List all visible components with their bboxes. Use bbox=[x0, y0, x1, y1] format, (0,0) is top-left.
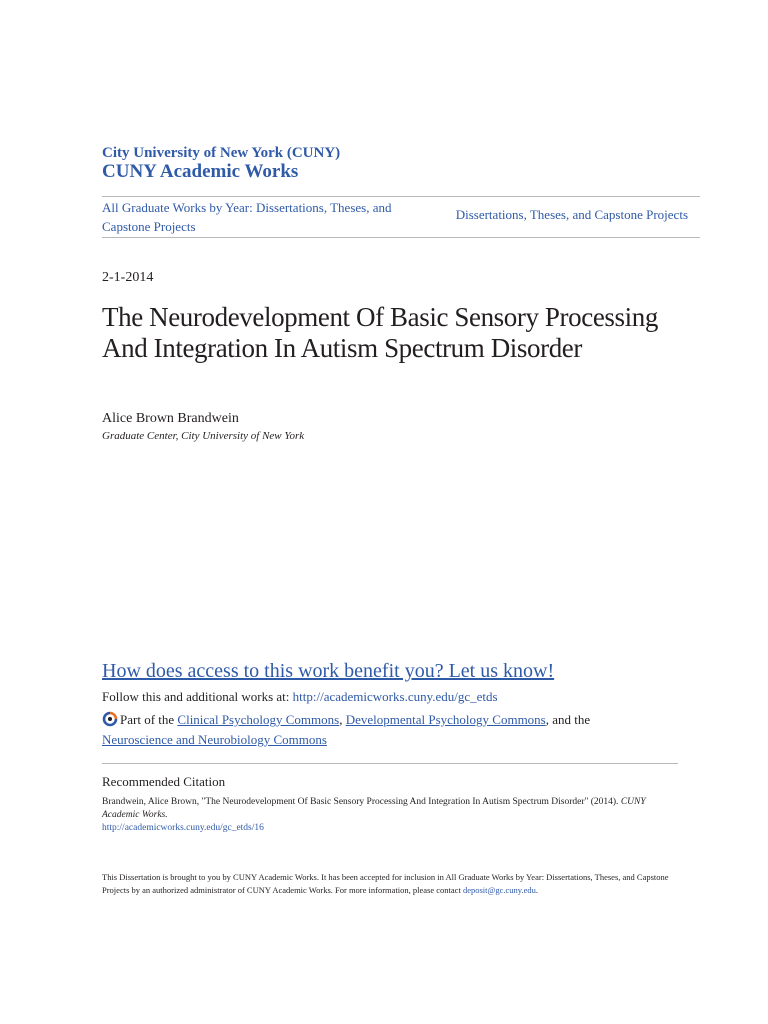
institution-link[interactable]: City University of New York (CUNY) bbox=[102, 145, 341, 161]
follow-line bbox=[102, 689, 498, 705]
document-title: The Neurodevelopment Of Basic Sensory Processing And Integration In Autism Spectrum Disorder bbox=[102, 302, 658, 363]
part-of-prefix: Part of the bbox=[120, 712, 178, 727]
citation-url-link[interactable]: http://academicworks.cuny.edu/gc_etds/16 bbox=[102, 823, 264, 833]
follow-url-link[interactable]: http://academicworks.cuny.edu/gc_etds bbox=[292, 689, 498, 704]
publication-date: 2-1-2014 bbox=[102, 270, 154, 285]
rule-citation bbox=[102, 763, 678, 764]
follow-text: Follow this and additional works at: bbox=[102, 689, 293, 704]
author-name: Alice Brown Brandwein bbox=[102, 411, 239, 426]
rule-bottom bbox=[102, 237, 700, 238]
citation-text: Brandwein, Alice Brown, "The Neurodevelopment Of Basic Sensory Processing And Integration In Autism Spectrum Disorder" (2014). bbox=[102, 797, 621, 807]
contact-email-link[interactable]: deposit@gc.cuny.edu bbox=[462, 885, 536, 895]
footer-text: This Dissertation is brought to you by CUNY Academic Works. It has been accepted for inclusion in All Graduate Works by Year: Dissertations, Theses, and Capstone Projects by an authorized administrator of CUNY Academic Works. For more information, please contact bbox=[102, 872, 669, 895]
footer-end: . bbox=[535, 885, 538, 895]
collection-link-left[interactable]: All Graduate Works by Year: Dissertations, Theses, and Capstone Projects bbox=[102, 200, 392, 234]
commons-link-clinical[interactable]: Clinical Psychology Commons bbox=[177, 712, 340, 727]
collection-link-right[interactable]: Dissertations, Theses, and Capstone Projects bbox=[455, 207, 688, 222]
author-affiliation: Graduate Center, City University of New York bbox=[102, 430, 305, 442]
commons-link-neuroscience[interactable]: Neuroscience and Neurobiology Commons bbox=[102, 732, 327, 747]
bepress-commons-icon bbox=[102, 711, 118, 727]
citation-journal: CUNY Academic Works. bbox=[102, 797, 646, 820]
part-of-line bbox=[102, 710, 682, 750]
rule-top bbox=[102, 196, 700, 197]
citation-block bbox=[102, 796, 682, 835]
commons-sep-2: , and the bbox=[545, 712, 591, 727]
commons-link-developmental[interactable]: Developmental Psychology Commons bbox=[345, 712, 546, 727]
repository-link[interactable]: CUNY Academic Works bbox=[102, 161, 299, 182]
footer-notice bbox=[102, 871, 682, 897]
commons-sep-1: , bbox=[339, 712, 346, 727]
citation-heading: Recommended Citation bbox=[102, 774, 226, 789]
access-feedback-link[interactable]: How does access to this work benefit you? Let us know! bbox=[102, 660, 555, 682]
